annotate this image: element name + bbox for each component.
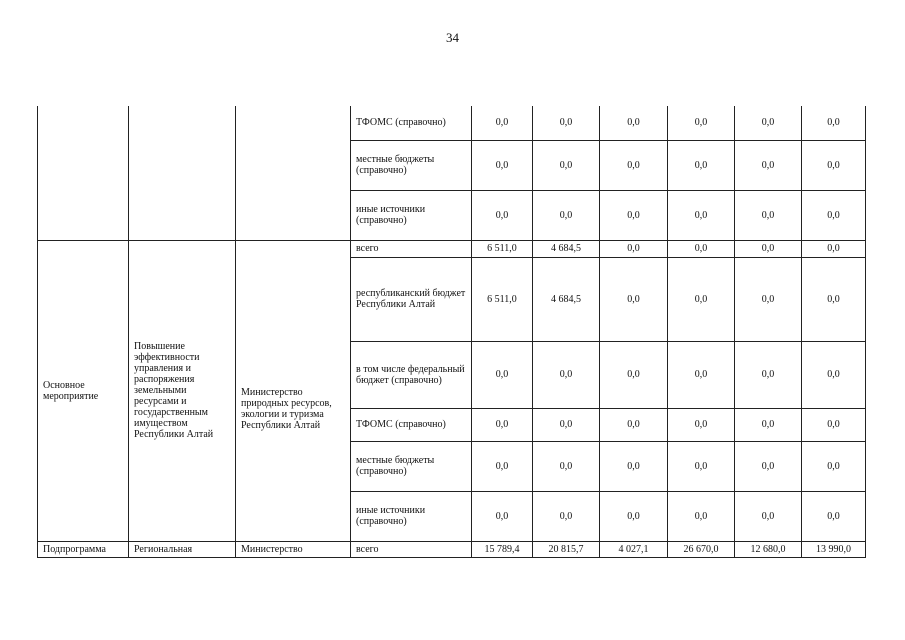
amount-cell: 0,0	[735, 491, 802, 541]
amount-cell: 0,0	[533, 408, 600, 441]
funding-source-cell: ТФОМС (справочно)	[351, 106, 472, 140]
amount-cell: 0,0	[600, 257, 668, 341]
amount-cell: 0,0	[533, 106, 600, 140]
amount-cell: 0,0	[472, 491, 533, 541]
activity-type-cell: Основное мероприятие	[38, 240, 129, 541]
amount-cell: 0,0	[802, 190, 866, 240]
amount-cell: 0,0	[735, 257, 802, 341]
amount-cell: 0,0	[533, 441, 600, 491]
amount-cell: 0,0	[600, 240, 668, 257]
name-cell-continued	[129, 106, 236, 240]
amount-cell: 12 680,0	[735, 541, 802, 557]
funding-source-cell: всего	[351, 541, 472, 557]
amount-cell: 0,0	[600, 441, 668, 491]
amount-cell: 0,0	[533, 341, 600, 408]
table-row	[38, 541, 866, 557]
amount-cell: 0,0	[735, 106, 802, 140]
funding-source-cell: иные источники (справочно)	[351, 190, 472, 240]
amount-cell: 0,0	[600, 140, 668, 190]
amount-cell: 0,0	[600, 106, 668, 140]
amount-cell: 0,0	[668, 240, 735, 257]
amount-cell: 0,0	[735, 441, 802, 491]
amount-cell: 15 789,4	[472, 541, 533, 557]
amount-cell: 4 684,5	[533, 240, 600, 257]
amount-cell: 0,0	[533, 140, 600, 190]
funding-source-cell: иные источники (справочно)	[351, 491, 472, 541]
amount-cell: 0,0	[668, 257, 735, 341]
amount-cell: 4 027,1	[600, 541, 668, 557]
amount-cell: 0,0	[668, 140, 735, 190]
executor-cell-continued	[236, 106, 351, 240]
table-row	[38, 106, 866, 140]
funding-source-cell: в том числе федеральный бюджет (справочно)	[351, 341, 472, 408]
amount-cell: 0,0	[802, 441, 866, 491]
amount-cell: 20 815,7	[533, 541, 600, 557]
table-row	[38, 240, 866, 257]
activity-name-cell: Повышение эффективности управления и распоряжения земельными ресурсами и государственным имуществом Республики Алтай	[129, 240, 236, 541]
amount-cell: 0,0	[472, 341, 533, 408]
amount-cell: 6 511,0	[472, 257, 533, 341]
funding-source-cell: ТФОМС (справочно)	[351, 408, 472, 441]
amount-cell: 0,0	[802, 408, 866, 441]
amount-cell: 0,0	[735, 190, 802, 240]
executor-cell: Министерство	[236, 541, 351, 557]
amount-cell: 0,0	[533, 491, 600, 541]
amount-cell: 0,0	[600, 341, 668, 408]
amount-cell: 0,0	[802, 491, 866, 541]
activity-type-cell: Подпрограмма	[38, 541, 129, 557]
amount-cell: 0,0	[600, 491, 668, 541]
type-cell-continued	[38, 106, 129, 240]
amount-cell: 0,0	[668, 491, 735, 541]
amount-cell: 0,0	[802, 240, 866, 257]
amount-cell: 0,0	[472, 408, 533, 441]
amount-cell: 0,0	[668, 190, 735, 240]
budget-table	[37, 106, 866, 558]
amount-cell: 0,0	[600, 408, 668, 441]
amount-cell: 0,0	[802, 257, 866, 341]
amount-cell: 13 990,0	[802, 541, 866, 557]
amount-cell: 0,0	[600, 190, 668, 240]
amount-cell: 0,0	[735, 341, 802, 408]
funding-source-cell: республиканский бюджет Республики Алтай	[351, 257, 472, 341]
funding-source-cell: всего	[351, 240, 472, 257]
amount-cell: 0,0	[802, 140, 866, 190]
amount-cell: 0,0	[735, 140, 802, 190]
amount-cell: 0,0	[735, 408, 802, 441]
amount-cell: 0,0	[668, 341, 735, 408]
page-number: 34	[446, 30, 459, 45]
amount-cell: 4 684,5	[533, 257, 600, 341]
amount-cell: 0,0	[668, 408, 735, 441]
amount-cell: 0,0	[472, 106, 533, 140]
amount-cell: 0,0	[472, 140, 533, 190]
amount-cell: 0,0	[472, 441, 533, 491]
activity-name-cell: Региональная	[129, 541, 236, 557]
funding-source-cell: местные бюджеты (справочно)	[351, 140, 472, 190]
amount-cell: 0,0	[533, 190, 600, 240]
amount-cell: 0,0	[472, 190, 533, 240]
amount-cell: 0,0	[802, 341, 866, 408]
amount-cell: 6 511,0	[472, 240, 533, 257]
amount-cell: 26 670,0	[668, 541, 735, 557]
amount-cell: 0,0	[735, 240, 802, 257]
funding-source-cell: местные бюджеты (справочно)	[351, 441, 472, 491]
executor-cell: Министерство природных ресурсов, экологии и туризма Республики Алтай	[236, 240, 351, 541]
amount-cell: 0,0	[668, 106, 735, 140]
amount-cell: 0,0	[802, 106, 866, 140]
amount-cell: 0,0	[668, 441, 735, 491]
